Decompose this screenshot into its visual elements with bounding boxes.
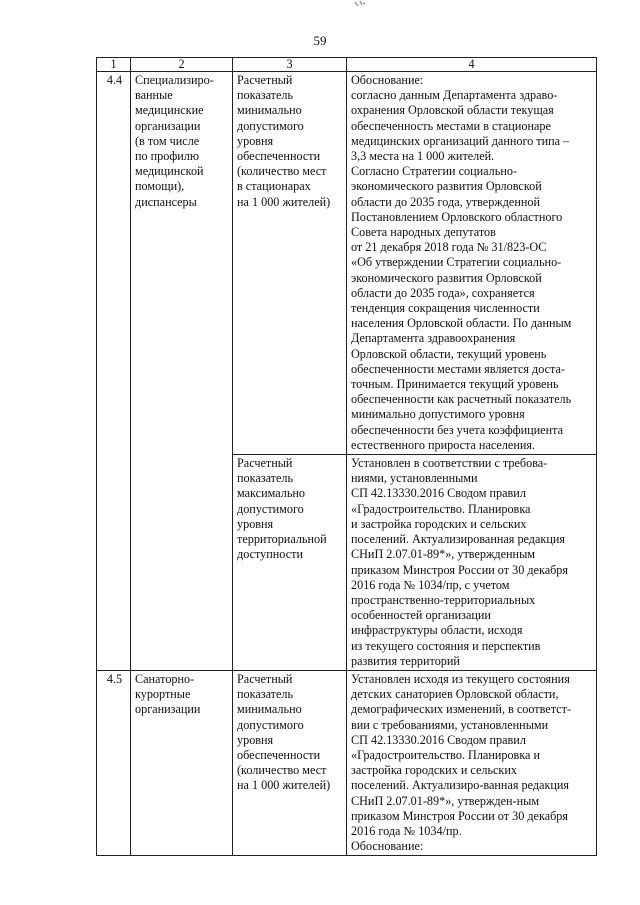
text-line: допустимого [237, 717, 304, 732]
text-line: 2016 года № 1034/пр, с учетом [351, 577, 510, 592]
row-number: 4.4 [97, 72, 131, 671]
text-line: СП 42.13330.2016 Сводом правил [351, 732, 526, 747]
text-line: области до 2035 года, утвержденной [351, 194, 540, 209]
text-line: уровня [237, 732, 274, 747]
column-header-1: 1 [97, 58, 131, 72]
text-line: развития территорий [351, 653, 460, 668]
text-line: экономического развития Орловской [351, 270, 542, 285]
text-line: (количество мест [237, 164, 327, 179]
text-line: доступности [237, 547, 303, 562]
text-line: показатель [237, 687, 294, 702]
text-line: охранения Орловской области текущая [351, 103, 554, 118]
indicator-cell [233, 455, 347, 671]
text-line: обеспеченности [237, 149, 321, 164]
text-line: Обоснование: [351, 839, 424, 854]
text-line: демографических изменений, в соответст- [351, 702, 571, 717]
object-type-cell [131, 670, 233, 855]
column-header-3: 3 [233, 58, 347, 72]
text-line: курортные [135, 687, 191, 702]
text-line: показатель [237, 471, 294, 486]
table-row [97, 72, 597, 455]
text-line: из текущего состояния и перспектив [351, 638, 541, 653]
text-line: медицинские [135, 103, 204, 118]
text-line: СНиП 2.07.01-89*», утвержден-ным [351, 793, 540, 808]
justification-cell [347, 72, 597, 455]
text-line: уровня [237, 133, 274, 148]
text-line: Установлен исходя из текущего состояния [351, 671, 570, 686]
text-line: на 1 000 жителей) [237, 778, 331, 793]
text-line: поселений. Актуализиро-ванная редакция [351, 778, 570, 793]
text-line: Установлен в соответствии с требова- [351, 456, 548, 471]
text-line: допустимого [237, 501, 304, 516]
justification-cell [347, 455, 597, 671]
text-line: вии с требованиями, установленными [351, 717, 549, 732]
text-line: Санаторно- [135, 671, 195, 686]
text-line: максимально [237, 486, 305, 501]
scan-speck-mark [354, 0, 366, 8]
text-line: инфраструктуры области, исходя [351, 623, 523, 638]
text-line: Согласно Стратегии социально- [351, 164, 518, 179]
text-line: «Градостроительство. Планировка [351, 501, 531, 516]
text-line: ниями, установленными [351, 471, 478, 486]
text-line: пространственно-территориальных [351, 592, 536, 607]
text-line: обеспеченности без учета коэффициента [351, 422, 564, 437]
text-line: от 21 декабря 2018 года № 31/823-ОС [351, 240, 547, 255]
text-line: населения Орловской области. По данным [351, 316, 572, 331]
text-line: по профилю [135, 149, 199, 164]
text-line: застройка городских и сельских [351, 763, 517, 778]
text-line: 2016 года № 1034/пр. [351, 823, 462, 838]
text-line: (в том числе [135, 133, 200, 148]
norms-table [96, 57, 597, 856]
text-line: СНиП 2.07.01-89*», утвержденным [351, 547, 535, 562]
text-line: Обоснование: [351, 73, 424, 87]
text-line: Расчетный [237, 671, 293, 686]
text-line: ванные [135, 88, 173, 103]
text-line: в стационарах [237, 179, 311, 194]
text-line: обеспеченности [237, 747, 321, 762]
text-line: диспансеры [135, 194, 197, 209]
text-line: тенденция сокращения численности [351, 301, 540, 316]
text-line: приказом Минстроя России от 30 декабря [351, 562, 568, 577]
text-line: СП 42.13330.2016 Сводом правил [351, 486, 526, 501]
column-header-2: 2 [131, 58, 233, 72]
text-line: территориальной [237, 532, 327, 547]
text-line: «Об утверждении Стратегии социально- [351, 255, 562, 270]
text-line: на 1 000 жителей) [237, 194, 331, 209]
text-line: помощи), [135, 179, 185, 194]
row-number: 4.5 [97, 670, 131, 855]
text-line: поселений. Актуализированная редакция [351, 532, 565, 547]
text-line: минимально [237, 702, 302, 717]
text-line: Специализиро- [135, 73, 214, 87]
indicator-cell [233, 670, 347, 855]
indicator-cell [233, 72, 347, 455]
text-line: обеспеченности местами является доста- [351, 361, 565, 376]
text-line: Расчетный [237, 73, 293, 87]
text-line: 3,3 места на 1 000 жителей. [351, 149, 495, 164]
text-line: (количество мест [237, 763, 327, 778]
object-type-cell [131, 72, 233, 671]
text-line: показатель [237, 88, 294, 103]
text-line: особенностей организации [351, 608, 491, 623]
text-line: естественного прироста населения. [351, 437, 536, 452]
text-line: Постановлением Орловского областного [351, 209, 563, 224]
text-line: точным. Принимается текущий уровень [351, 377, 559, 392]
text-line: медицинской [135, 164, 204, 179]
text-line: минимально допустимого уровня [351, 407, 525, 422]
text-line: минимально [237, 103, 302, 118]
text-line: обеспеченности как расчетный показатель [351, 392, 572, 407]
text-line: детских санаториев Орловской области, [351, 687, 559, 702]
text-line: и застройка городских и сельских [351, 516, 527, 531]
text-line: Департамента здравоохранения [351, 331, 516, 346]
text-line: согласно данным Департамента здраво- [351, 88, 558, 103]
table-row [97, 670, 597, 855]
table-header-row [97, 58, 597, 72]
text-line: медицинских организаций данного типа – [351, 133, 570, 148]
text-line: допустимого [237, 118, 304, 133]
text-line: Расчетный [237, 456, 293, 471]
text-line: экономического развития Орловской [351, 179, 542, 194]
column-header-4: 4 [347, 58, 597, 72]
text-line: «Градостроительство. Планировка и [351, 747, 541, 762]
text-line: организации [135, 702, 201, 717]
text-line: Орловской области, текущий уровень [351, 346, 547, 361]
text-line: Совета народных депутатов [351, 225, 496, 240]
text-line: обеспеченность местами в стационаре [351, 118, 551, 133]
justification-cell [347, 670, 597, 855]
text-line: приказом Минстроя России от 30 декабря [351, 808, 568, 823]
text-line: организации [135, 118, 201, 133]
text-line: уровня [237, 516, 274, 531]
text-line: области до 2035 года», сохраняется [351, 285, 535, 300]
page-number: 59 [313, 33, 327, 48]
